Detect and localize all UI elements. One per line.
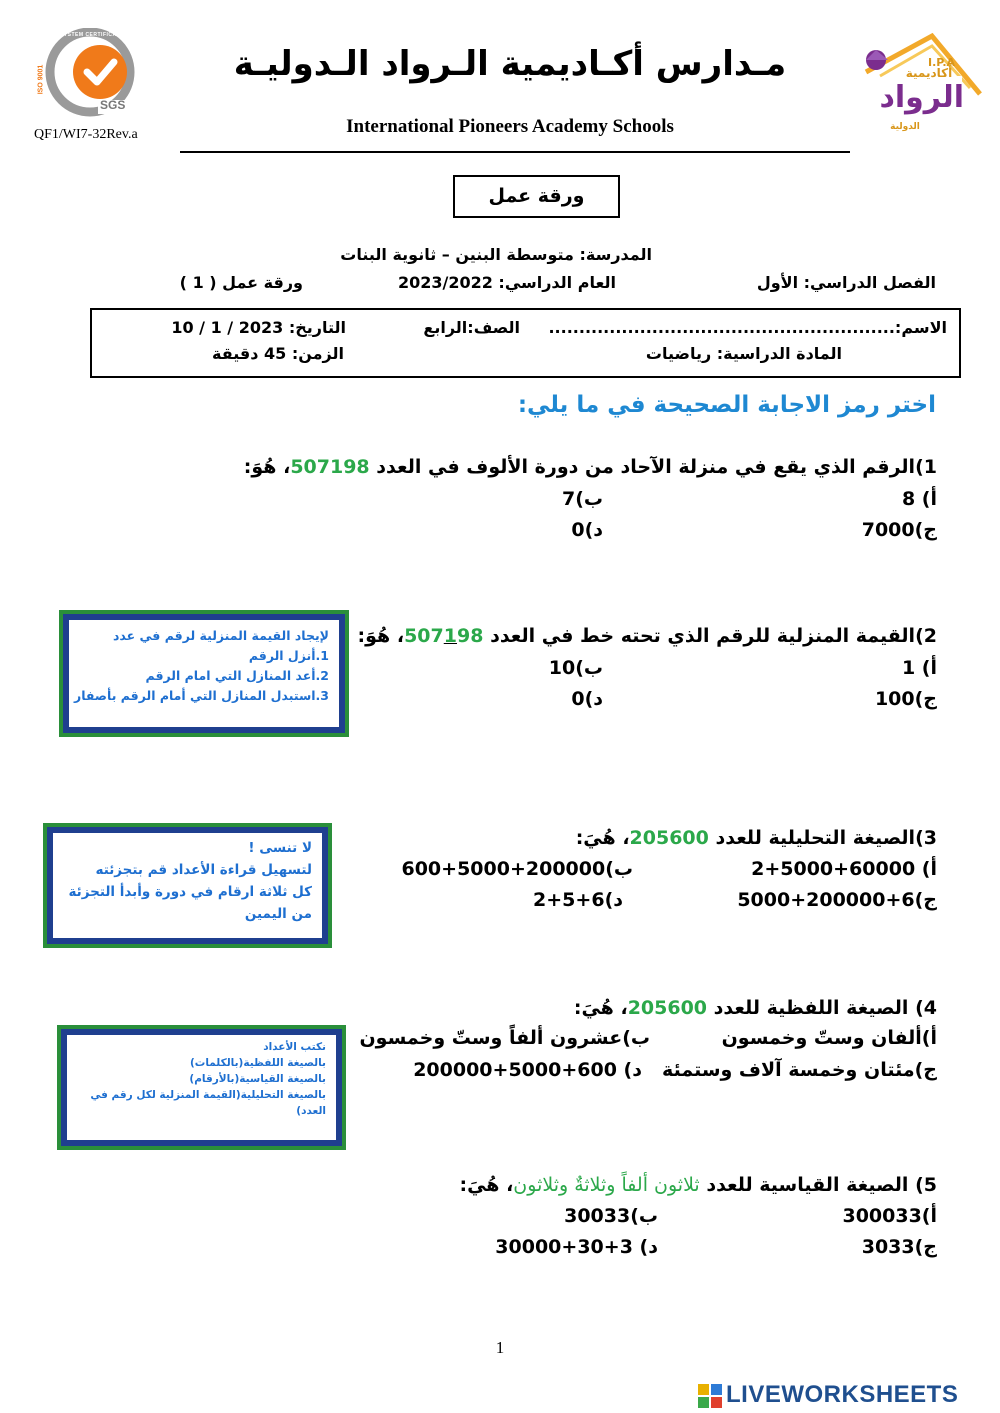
question-3-number: 3)	[915, 827, 937, 849]
question-5-number-highlight: ثلاثون ألفاً وثلاثةٌ وثلاثون	[513, 1174, 700, 1196]
q5-option-d[interactable]: د) 3+30+30000	[495, 1236, 658, 1258]
question-2	[357, 625, 937, 647]
question-3	[480, 827, 937, 849]
q4-option-d[interactable]: د) 600+5000+200000	[413, 1059, 642, 1081]
liveworksheets-logo-icon	[698, 1384, 722, 1408]
hint2-line: كل ثلاثة ارقام في دورة وأبدأ التجزئة	[68, 884, 312, 900]
q3-option-b[interactable]: ب)200000+5000+600	[401, 858, 633, 880]
subject-field: المادة الدراسية: رياضيات	[645, 344, 842, 363]
hint1-line: لإيجاد القيمة المنزلية لرقم في عدد	[113, 628, 329, 643]
question-1-number-highlight: 507198	[290, 456, 370, 478]
q4-option-c[interactable]: ج)مئتان وخمسة آلاف وستمئة	[662, 1059, 937, 1081]
school-name-english: International Pioneers Academy Schools	[346, 116, 674, 137]
instruction-heading: اختر رمز الاجابة الصحيحة في ما يلي:	[517, 392, 936, 418]
grade-field: الصف:الرابع	[423, 318, 520, 337]
question-3-number-highlight: 205600	[629, 827, 709, 849]
hint2-line: لتسهيل قراءة الأعداد قم بتجزئته	[95, 862, 312, 878]
question-3-text: الصيغة التحليلية للعدد	[715, 827, 916, 849]
q1-option-b[interactable]: ب)7	[561, 488, 603, 510]
iso-side-label: ISO 9001	[37, 64, 45, 95]
logo-text-bottom: الدولية	[890, 122, 920, 132]
q5-option-a[interactable]: أ)300033	[842, 1205, 937, 1227]
hint3-line: بالصيغة التحليلية(القيمة المنزلية لكل رقم في	[90, 1089, 326, 1101]
document-code: QF1/WI7-32Rev.a	[34, 127, 138, 142]
cert-ring-label: SYSTEM CERTIFICATION	[60, 32, 131, 38]
q1-option-a[interactable]: أ) 8	[901, 488, 937, 510]
header-divider	[180, 151, 850, 153]
question-2-number-highlight	[404, 625, 483, 647]
hint1-line: 1.أنزل الرقم	[248, 648, 329, 663]
q2-option-b[interactable]: ب)10	[548, 657, 603, 679]
question-4-number-highlight: 205600	[627, 997, 708, 1019]
hint1-line: 3.استبدل المنازل التي أمام الرقم بأصفار	[74, 688, 329, 703]
question-4-text: الصيغة اللفظية للعدد	[713, 997, 909, 1019]
question-4-number: 4)	[915, 997, 937, 1019]
q5-option-b[interactable]: ب)30033	[564, 1205, 658, 1227]
academy-logo	[858, 30, 984, 140]
hint3-line: العدد)	[296, 1105, 326, 1117]
hint-box-reading-numbers	[43, 823, 332, 948]
student-name-field: الاسم:.........................................................	[548, 318, 947, 337]
question-1-text: الرقم الذي يقع في منزلة الآحاد من دورة الألوف في العدد	[376, 456, 916, 478]
date-label: التاريخ:	[288, 318, 346, 337]
q4-option-b[interactable]: ب)عشرون ألفاً وستّ وخمسون	[359, 1027, 650, 1049]
hint3-line: بالصيغة القياسية(بالأرقام)	[189, 1073, 326, 1085]
worksheet-title: ورقة عمل	[488, 185, 585, 207]
question-5-suffix: ، هُيَ:	[459, 1174, 514, 1196]
time-field: الزمن: 45 دقيقة	[212, 344, 344, 363]
certification-logo	[37, 28, 140, 120]
page-number: 1	[495, 1338, 505, 1357]
question-4	[480, 997, 937, 1019]
liveworksheets-label[interactable]: LIVEWORKSHEETS	[726, 1381, 959, 1408]
sheet-number-line: ورقة عمل ( 1 )	[179, 273, 303, 292]
hint-box-place-value	[59, 610, 349, 737]
logo-text-top: أكاديمية	[905, 66, 953, 80]
question-3-suffix: ، هُيَ:	[575, 827, 630, 849]
question-5-text: الصيغة القياسية للعدد	[706, 1174, 909, 1196]
question-1-number: 1)	[915, 456, 937, 478]
question-1-suffix: ، هُوَ:	[243, 456, 291, 478]
underlined-digit: 1	[443, 625, 457, 647]
worksheet-title-box	[453, 175, 620, 218]
hint1-line: 2.أعد المنازل التي امام الرقم	[145, 668, 329, 683]
q1-option-d[interactable]: د)0	[571, 519, 603, 541]
highlight-digits: 507	[404, 625, 444, 647]
date-field	[140, 318, 346, 337]
highlight-digits: 98	[456, 625, 484, 647]
hint3-line: نكتب الأعداد	[263, 1041, 326, 1053]
question-4-suffix: ، هُيَ:	[573, 997, 628, 1019]
q3-option-c[interactable]: ج)6+200000+5000	[737, 889, 937, 911]
question-2-number: 2)	[915, 625, 937, 647]
hint2-line: لا تنسى !	[248, 840, 312, 856]
logo-abbr: I.P.A	[928, 56, 956, 69]
q4-option-a[interactable]: أ)ألفان وستّ وخمسون	[721, 1027, 937, 1049]
question-2-suffix: ، هُوَ:	[357, 625, 405, 647]
q3-option-d[interactable]: د)6+5+2	[533, 889, 623, 911]
question-5	[400, 1174, 937, 1196]
q2-option-c[interactable]: ج)100	[874, 688, 937, 710]
question-2-text: القيمة المنزلية للرقم الذي تحته خط في العدد	[490, 625, 916, 647]
q2-option-a[interactable]: أ) 1	[901, 657, 937, 679]
school-name-arabic: مـدارس أكـاديمية الـرواد الـدوليـة	[233, 44, 787, 84]
question-5-number: 5)	[915, 1174, 937, 1196]
date-value: 10 / 1 / 2023	[171, 318, 284, 337]
q3-option-a[interactable]: أ) 60000+5000+2	[751, 858, 937, 880]
hint3-line: بالصيغة اللفظية(بالكلمات)	[189, 1057, 326, 1069]
year-line: العام الدراسي: 2023/2022	[397, 273, 616, 292]
q2-option-d[interactable]: د)0	[571, 688, 603, 710]
sgs-label: SGS	[100, 98, 126, 112]
logo-text-main: الرواد	[879, 80, 964, 115]
q5-option-c[interactable]: ج)3033	[861, 1236, 937, 1258]
question-1	[243, 456, 937, 478]
q1-option-c[interactable]: ج)7000	[861, 519, 937, 541]
semester-line: الفصل الدراسي: الأول	[756, 273, 936, 292]
hint2-line: من اليمين	[244, 906, 312, 922]
hint-box-number-forms	[57, 1025, 346, 1150]
liveworksheets-badge	[698, 1381, 994, 1409]
school-line: المدرسة: متوسطة البنين – ثانوية البنات	[340, 245, 652, 264]
